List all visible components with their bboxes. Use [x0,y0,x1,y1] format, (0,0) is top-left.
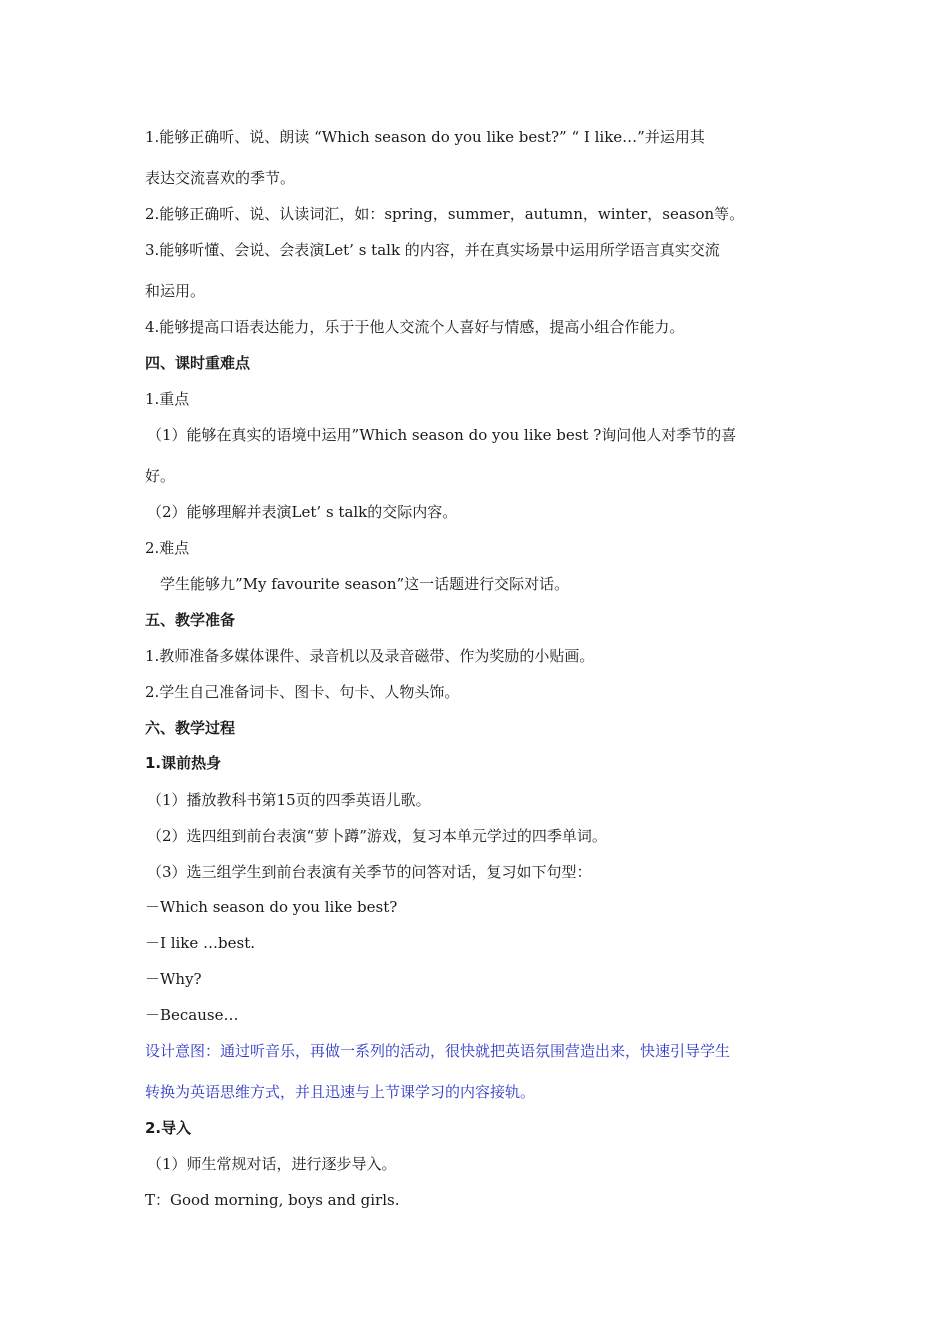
section-heading-preparation: 五、教学准备 [145,611,236,629]
warm-up-step-2: （2）选四组到前台表演“萝卜蹲”游戏，复习本单元学过的四季单词。 [147,827,607,845]
teacher-greeting: T：Good morning, boys and girls. [145,1191,400,1209]
key-point-2: （2）能够理解并表演Let’ s talk的交际内容。 [147,503,458,521]
section-heading-process: 六、教学过程 [145,719,236,737]
warm-up-step-1: （1）播放教科书第15页的四季英语儿歌。 [147,791,431,809]
warm-up-step-3: （3）选三组学生到前台表演有关季节的问答对话，复习如下句型： [147,863,592,881]
key-point-1-line-1: （1）能够在真实的语境中运用”Which season do you like best ?询问他人对季节的喜 [147,426,737,444]
design-intent-line-1: 设计意图：通过听音乐，再做一系列的活动，很快就把英语氛围营造出来，快速引导学生 [145,1042,731,1060]
objective-3-line-2: 和运用。 [145,282,206,300]
difficulty-text: 学生能够九”My favourite season”这一话题进行交际对话。 [160,575,570,593]
preparation-1: 1.教师准备多媒体课件、录音机以及录音磁带、作为奖励的小贴画。 [145,647,595,665]
preparation-2: 2.学生自己准备词卡、图卡、句卡、人物头饰。 [145,683,460,701]
warm-up-heading: 1.课前热身 [145,754,222,772]
dialogue-line-1: －Which season do you like best? [145,898,398,916]
key-point-1-line-2: 好。 [145,467,176,485]
objective-4: 4.能够提高口语表达能力，乐于于他人交流个人喜好与情感，提高小组合作能力。 [145,318,685,336]
objective-1-line-2: 表达交流喜欢的季节。 [145,169,296,187]
dialogue-line-2: －I like …best. [145,934,255,952]
key-point-label: 1.重点 [145,390,190,408]
dialogue-line-4: －Because… [145,1006,239,1024]
lead-in-heading: 2.导入 [145,1119,192,1137]
objective-2: 2.能够正确听、说、认读词汇，如：spring，summer，autumn，winter，season等。 [145,205,745,223]
design-intent-line-2: 转换为英语思维方式，并且迅速与上节课学习的内容接轨。 [145,1083,536,1101]
objective-1-line-1: 1.能够正确听、说、朗读 “Which season do you like best?” “ I like…”并运用其 [145,128,705,146]
difficulty-label: 2.难点 [145,539,190,557]
dialogue-line-3: －Why? [145,970,202,988]
section-heading-key-points: 四、课时重难点 [145,354,251,372]
objective-3-line-1: 3.能够听懂、会说、会表演Let’ s talk 的内容，并在真实场景中运用所学语言真实交流 [145,241,720,259]
lead-in-step-1: （1）师生常规对话，进行逐步导入。 [147,1155,397,1173]
